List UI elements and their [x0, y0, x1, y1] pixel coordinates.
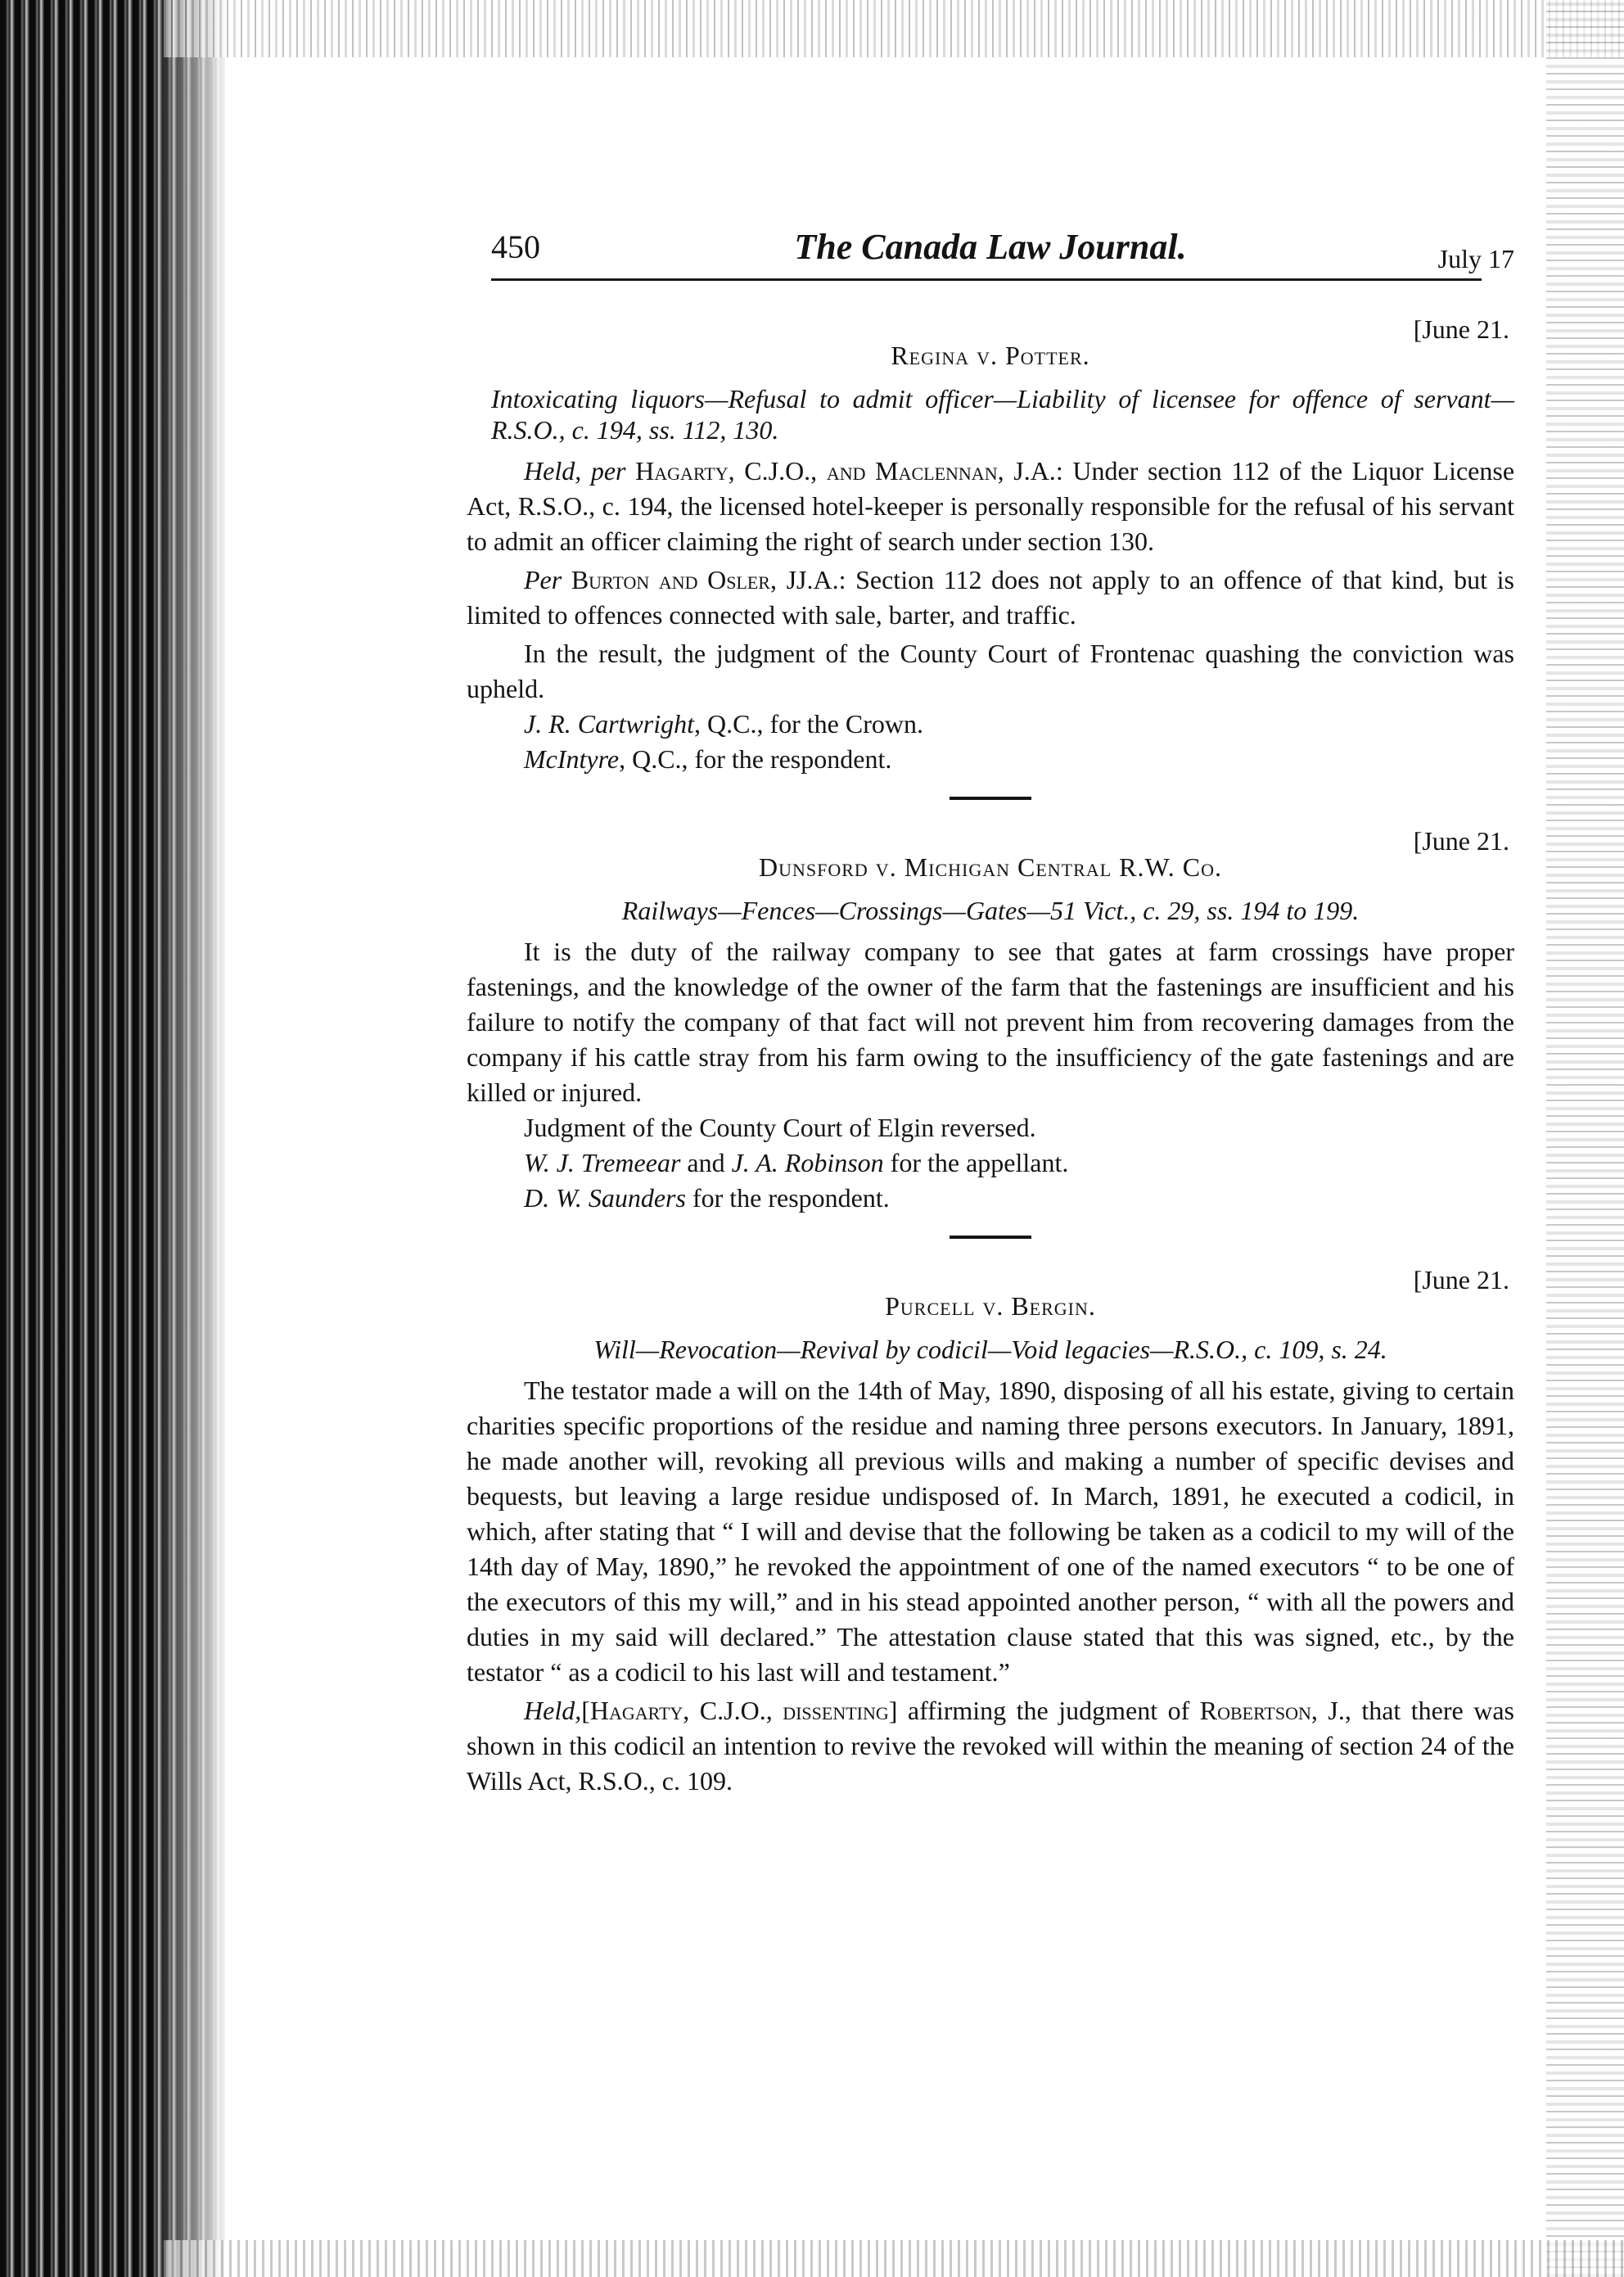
case-title: Dunsford v. Michigan Central R.W. Co. [759, 852, 1222, 882]
counsel-role: , Q.C., for the Crown. [694, 709, 923, 739]
case-headnote: Will—Revocation—Revival by codicil—Void legacies—R.S.O., c. 109, s. 24. [593, 1335, 1387, 1364]
held-label: Held, per [524, 456, 626, 486]
journal-page [467, 215, 1514, 1799]
issue-date: July 17 [1437, 244, 1514, 273]
section-divider [950, 797, 1031, 800]
case-body: The testator made a will on the 14th of May, 1890, disposing of all his estate, giving to certain charities specific proportions of the residue and naming three persons executors. In January, 1891, he made another will, revoking all previous wills and making a number of specific devises and bequests, but leaving a large residue undisposed of. In March, 1891, he executed a codicil, in which, after stating that “ I will and devise that the following be taken as a codicil to my will of the 14th day of May, 1890,” he revoked the appointment of one of the named executors “ to be one of the executors of this my will,” and in his stead appointed another person, “ with all the powers and duties in my said will declared.” The attestation clause stated that this was signed, etc., by the testator “ as a codicil to his last will and testament.” [467, 1376, 1514, 1687]
counsel-respondent [467, 1181, 1514, 1216]
counsel-conjunction: and [680, 1148, 732, 1177]
journal-title: The Canada Law Journal. [794, 227, 1187, 267]
held-judge: Robertson, J. [1199, 1696, 1345, 1725]
scan-noise-right [1546, 0, 1624, 2277]
case-title: Regina v. Potter. [891, 341, 1090, 370]
case-result: In the result, the judgment of the County Court of Frontenac quashing the conviction was upheld. [467, 639, 1514, 703]
case-purcell-v-bergin [467, 1263, 1514, 1799]
counsel-name: McIntyre [524, 744, 620, 774]
per-label: Per [524, 565, 562, 594]
held-judges: Hagarty, C.J.O., and Maclennan, J.A. [635, 456, 1056, 486]
counsel-respondent [467, 742, 1514, 777]
counsel-role: for the respondent. [685, 1183, 890, 1213]
case-headnote: Railways—Fences—Crossings—Gates—51 Vict., c. 29, ss. 194 to 199. [621, 896, 1360, 925]
scan-noise-top [164, 0, 1624, 57]
case-held-paragraph [467, 1693, 1514, 1799]
scan-shadow-left [0, 0, 225, 2277]
case-date: [June 21. [1413, 1265, 1509, 1294]
case-regina-v-potter [467, 313, 1514, 800]
counsel-name: D. W. Saunders [524, 1183, 686, 1213]
case-date: [June 21. [1413, 314, 1509, 344]
held-dissent: [Hagarty, C.J.O., dissenting] [581, 1696, 898, 1725]
page-number: 450 [491, 228, 540, 265]
counsel-crown [467, 707, 1514, 742]
case-per-paragraph [467, 562, 1514, 633]
held-mid: affirming the judgment of [897, 1696, 1200, 1725]
counsel-role: for the appellant. [883, 1148, 1069, 1177]
counsel-appellant [467, 1145, 1514, 1181]
per-judges: Burton and Osler, JJ.A. [571, 565, 839, 594]
counsel-name: J. A. Robinson [731, 1148, 884, 1177]
held-label: Held, [524, 1696, 582, 1725]
counsel-role: , Q.C., for the respondent. [619, 744, 892, 774]
case-body: It is the duty of the railway company to see that gates at farm crossings have proper fastenings, and the knowledge of the owner of the farm that the fastenings are insufficient and his failure to notify the company of that fact will not prevent him from recovering damages from the company if his cattle stray from his farm owing to the insufficiency of the gate fastenings and are killed or injured. [467, 937, 1514, 1107]
counsel-name: J. R. Cartwright [524, 709, 695, 739]
held-text: : Under section 112 of the Liquor License Act, R.S.O., c. 194, the licensed hotel-keeper is personally responsible for the refusal of his servant to admit an officer claiming the right of search under section 130. [467, 456, 1515, 556]
case-headnote: Intoxicating liquors—Refusal to admit officer—Liability of licensee for offence of servant—R.S.O., c. 194, ss. 112, 130. [491, 384, 1514, 445]
header-rule [491, 278, 1482, 281]
per-text: : Section 112 does not apply to an offence of that kind, but is limited to offences connected with sale, barter, and traffic. [467, 565, 1515, 630]
case-title: Purcell v. Bergin. [885, 1291, 1096, 1321]
scan-noise-bottom [164, 2240, 1624, 2277]
running-head [467, 215, 1514, 273]
case-judgment: Judgment of the County Court of Elgin reversed. [524, 1113, 1036, 1142]
counsel-name: W. J. Tremeear [524, 1148, 681, 1177]
held-text: , that there was shown in this codicil an intention to revive the revoked will within the meaning of section 24 of the Wills Act, R.S.O., c. 109. [467, 1696, 1514, 1796]
case-held-paragraph [467, 454, 1514, 559]
case-date: [June 21. [1413, 826, 1509, 856]
section-divider [950, 1236, 1031, 1239]
case-dunsford-v-michigan-central [467, 825, 1514, 1239]
